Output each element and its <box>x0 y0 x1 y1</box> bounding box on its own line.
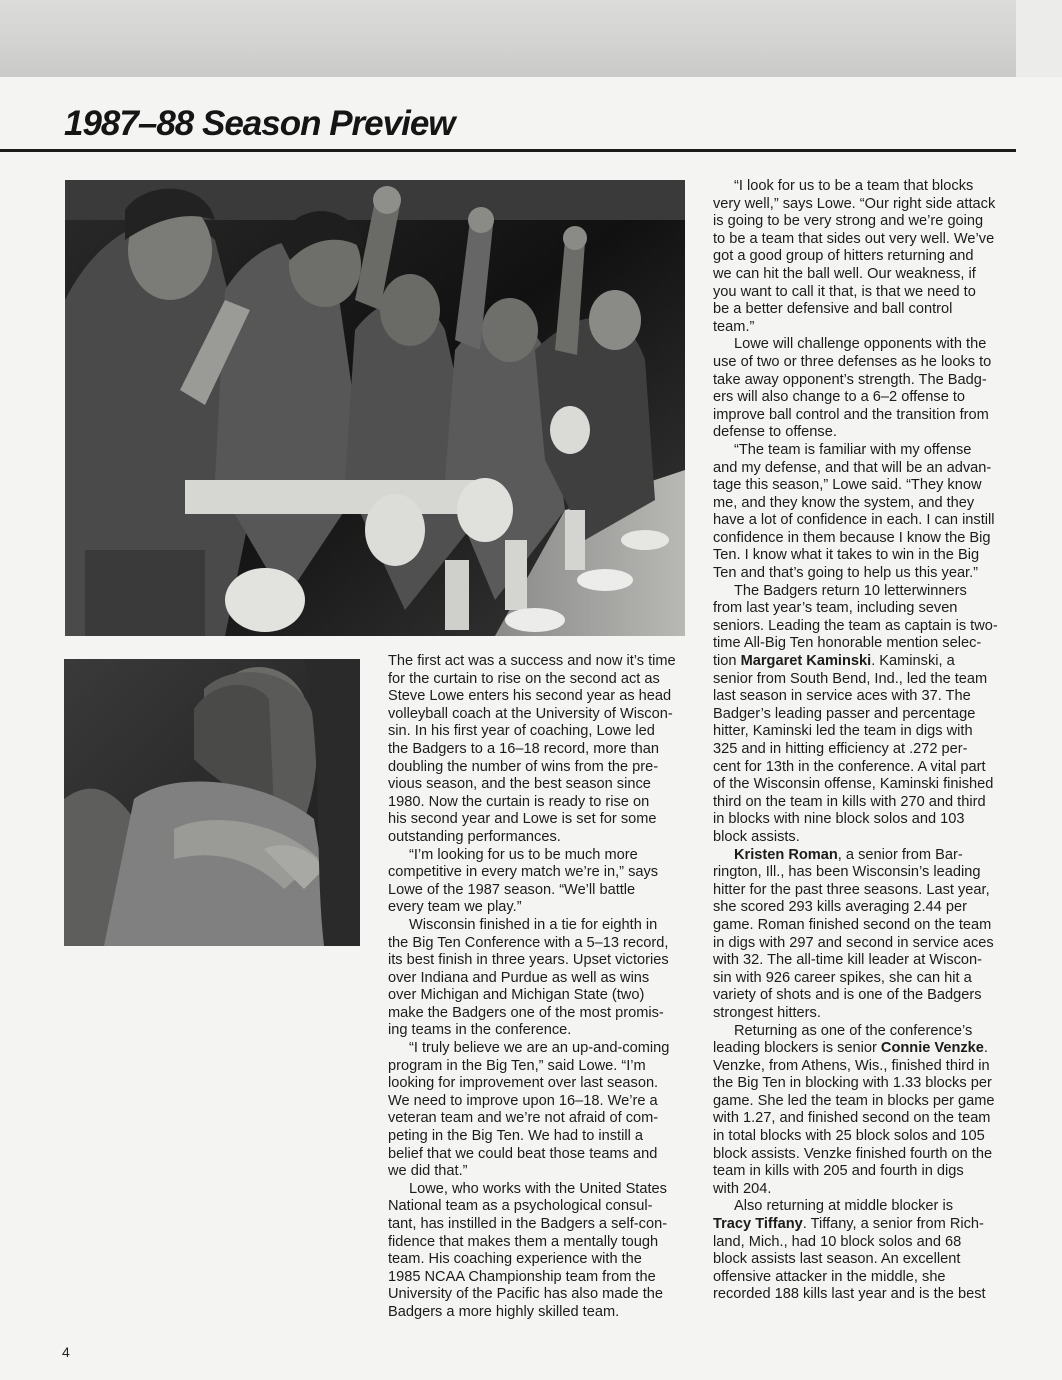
text-line <box>713 794 1013 812</box>
text-run: got a good group of hitters returning and <box>713 248 974 265</box>
text-run: improve ball control and the transition from <box>713 406 989 423</box>
text-run: program in the Big Ten,” said Lowe. “I’m <box>388 1057 646 1074</box>
text-line <box>713 196 1013 214</box>
text-line <box>388 829 690 847</box>
text-run: be a better defensive and ball control <box>713 301 953 318</box>
text-run: defense to offense. <box>713 424 837 441</box>
text-run: , a senior from Bar- <box>837 846 963 863</box>
text-run: use of two or three defenses as he looks to <box>713 353 992 370</box>
text-run: 1980. Now the curtain is ready to rise on <box>388 793 650 810</box>
text-line <box>713 1040 1013 1058</box>
text-line <box>713 495 1013 513</box>
text-line <box>713 688 1013 706</box>
text-run: leading blockers is senior <box>713 1040 881 1057</box>
text-run: sin with 926 career spikes, she can hit a <box>713 969 972 986</box>
text-line <box>388 759 690 777</box>
text-line <box>713 741 1013 759</box>
text-run: take away opponent’s strength. The Badg- <box>713 371 987 388</box>
text-line <box>388 1005 690 1023</box>
text-run: competitive in every match we’re in,” says <box>388 864 659 881</box>
text-run: 1985 NCAA Championship team from the <box>388 1268 656 1285</box>
text-run: his second year and Lowe is set for some <box>388 811 657 828</box>
text-run: Lowe, who works with the United States <box>409 1180 667 1197</box>
text-line <box>713 1075 1013 1093</box>
text-run: in digs with 297 and second in service aces <box>713 934 994 951</box>
text-run: from last year’s team, including seven <box>713 600 958 617</box>
text-run: ing teams in the conference. <box>388 1022 572 1039</box>
text-line <box>388 1128 690 1146</box>
text-run: We need to improve upon 16–18. We’re a <box>388 1092 658 1109</box>
text-line <box>388 723 690 741</box>
text-line <box>713 460 1013 478</box>
text-line <box>388 1286 690 1304</box>
text-run: recorded 188 kills last year and is the best <box>713 1286 986 1303</box>
text-line <box>713 1286 1013 1304</box>
text-run: very well,” says Lowe. “Our right side attack <box>713 195 996 212</box>
text-line <box>713 231 1013 249</box>
text-run: Venzke, from Athens, Wis., finished third in <box>713 1057 990 1074</box>
text-line <box>713 970 1013 988</box>
text-run: to be a team that sides out very well. We’ve <box>713 230 995 247</box>
text-line <box>713 1058 1013 1076</box>
text-run: Ten and that’s going to help us this year.” <box>713 565 979 582</box>
text-line <box>713 847 1013 865</box>
text-run: offensive attacker in the middle, she <box>713 1268 946 1285</box>
text-run: confidence in them because I know the Big <box>713 529 991 546</box>
text-line <box>713 424 1013 442</box>
text-run: 325 and in hitting efficiency at .272 per- <box>713 741 968 757</box>
text-run: the Badgers to a 16–18 record, more than <box>388 740 659 757</box>
text-run: ers will also change to a 6–2 offense to <box>713 389 966 406</box>
text-line <box>713 1181 1013 1199</box>
text-line <box>713 635 1013 653</box>
text-run: volleyball coach at the University of Wiscon- <box>388 705 673 722</box>
text-line <box>388 1110 690 1128</box>
text-line <box>388 899 690 917</box>
text-line <box>388 1216 690 1234</box>
text-line <box>713 829 1013 847</box>
player-name: Tracy Tiffany <box>713 1216 803 1233</box>
text-run: outstanding performances. <box>388 828 561 845</box>
text-line <box>713 530 1013 548</box>
player-name: Kristen Roman <box>734 846 838 863</box>
text-line <box>713 319 1013 337</box>
text-run: belief that we could beat those teams and <box>388 1145 658 1162</box>
text-line <box>388 741 690 759</box>
text-run: in total blocks with 25 block solos and 105 <box>713 1128 985 1145</box>
text-run: peting in the Big Ten. We had to instill a <box>388 1128 644 1145</box>
text-line <box>388 794 690 812</box>
text-run: Badgers a more highly skilled team. <box>388 1303 620 1320</box>
text-run: Lowe of the 1987 season. “We’ll battle <box>388 881 636 898</box>
top-scan-strip <box>0 0 1016 77</box>
text-line <box>713 1216 1013 1234</box>
text-run: hitter for the past three seasons. Last year, <box>713 881 990 898</box>
text-run: . Kaminski, a <box>871 653 955 670</box>
text-line <box>388 1058 690 1076</box>
text-run: of the Wisconsin offense, Kaminski finished <box>713 776 994 793</box>
text-run: looking for improvement over last season. <box>388 1075 659 1092</box>
text-line <box>713 1163 1013 1181</box>
text-line <box>713 706 1013 724</box>
text-line <box>388 917 690 935</box>
text-line <box>388 1269 690 1287</box>
text-line <box>388 706 690 724</box>
text-line <box>388 1093 690 1111</box>
text-line <box>713 1128 1013 1146</box>
text-run: team in kills with 205 and fourth in digs <box>713 1163 964 1180</box>
text-run: time All-Big Ten honorable mention selec- <box>713 635 982 652</box>
text-run: Steve Lowe enters his second year as head <box>388 688 672 705</box>
text-line <box>713 547 1013 565</box>
text-line <box>713 284 1013 302</box>
text-run: with 204. <box>713 1180 772 1197</box>
text-run: National team as a psychological consul- <box>388 1198 653 1215</box>
players-embrace-image <box>64 659 360 946</box>
text-run: third on the team in kills with 270 and third <box>713 793 986 810</box>
text-line <box>388 970 690 988</box>
text-run: team. His coaching experience with the <box>388 1251 642 1268</box>
text-line <box>713 565 1013 583</box>
text-run: veteran team and we’re not afraid of com- <box>388 1110 659 1127</box>
article-column-middle <box>388 653 690 1322</box>
text-line <box>388 935 690 953</box>
text-run: Wisconsin finished in a tie for eighth in <box>409 916 658 933</box>
text-run: variety of shots and is one of the Badgers <box>713 987 982 1004</box>
text-run: with 1.27, and finished second on the team <box>713 1110 991 1127</box>
text-line <box>388 1251 690 1269</box>
text-run: you want to call it that, is that we need to <box>713 283 976 300</box>
text-line <box>713 776 1013 794</box>
text-line <box>713 442 1013 460</box>
text-run: block assists last season. An excellent <box>713 1251 961 1268</box>
text-line <box>713 618 1013 636</box>
player-name: Connie Venzke <box>880 1040 984 1057</box>
text-run: strongest hitters. <box>713 1004 821 1021</box>
text-run: “The team is familiar with my offense <box>734 441 972 458</box>
text-line <box>713 899 1013 917</box>
text-line <box>388 882 690 900</box>
text-line <box>713 935 1013 953</box>
text-run: over Indiana and Purdue as well as wins <box>388 969 650 986</box>
text-line <box>388 864 690 882</box>
text-line <box>713 600 1013 618</box>
text-run: rington, Ill., has been Wisconsin’s leading <box>713 864 981 881</box>
text-line <box>388 776 690 794</box>
text-line <box>713 477 1013 495</box>
text-line <box>713 372 1013 390</box>
text-run: the Big Ten in blocking with 1.33 blocks per <box>713 1075 992 1092</box>
text-run: me, and they know the system, and they <box>713 494 975 511</box>
text-run: . <box>983 1040 988 1057</box>
text-run: sin. In his first year of coaching, Lowe led <box>388 723 655 740</box>
text-line <box>388 688 690 706</box>
text-run: Ten. I know what it takes to win in the Big <box>713 547 980 564</box>
text-line <box>713 917 1013 935</box>
text-line <box>713 266 1013 284</box>
bench-cheering-image <box>65 180 685 636</box>
text-line <box>713 1234 1013 1252</box>
text-run: over Michigan and Michigan State (two) <box>388 987 645 1004</box>
text-run: . Tiffany, a senior from Rich- <box>802 1216 984 1233</box>
article-column-right <box>713 178 1013 1304</box>
text-run: fidence that makes them a mentally tough <box>388 1233 659 1250</box>
text-line <box>713 1146 1013 1164</box>
page-title: 1987–88 Season Preview <box>64 104 455 143</box>
text-line <box>388 811 690 829</box>
text-line <box>388 1198 690 1216</box>
text-line <box>713 952 1013 970</box>
text-run: Also returning at middle blocker is <box>734 1198 954 1215</box>
players-embrace-photo <box>64 659 360 946</box>
text-line <box>713 407 1013 425</box>
text-run: have a lot of confidence in each. I can instill <box>713 512 995 529</box>
text-run: its best finish in three years. Upset victories <box>388 952 669 969</box>
text-line <box>713 248 1013 266</box>
text-line <box>713 583 1013 601</box>
text-run: game. Roman finished second on the team <box>713 916 992 933</box>
text-run: team.” <box>713 318 755 335</box>
text-line <box>388 1163 690 1181</box>
text-line <box>388 1075 690 1093</box>
title-rule <box>0 149 1016 152</box>
text-run: is going to be very strong and we’re going <box>713 213 984 230</box>
text-run: we can hit the ball well. Our weakness, if <box>713 265 976 282</box>
text-run: for the curtain to rise on the second act as <box>388 670 660 687</box>
text-run: game. She led the team in blocks per game <box>713 1092 995 1109</box>
text-run: block assists. Venzke finished fourth on the <box>713 1145 993 1162</box>
text-line <box>713 1251 1013 1269</box>
text-line <box>713 1269 1013 1287</box>
text-run: land, Mich., had 10 block solos and 68 <box>713 1233 962 1250</box>
text-line <box>388 1040 690 1058</box>
text-line <box>713 1093 1013 1111</box>
text-line <box>713 1110 1013 1128</box>
text-run: vious season, and the best season since <box>388 776 651 793</box>
text-line <box>713 1005 1013 1023</box>
text-line <box>388 1181 690 1199</box>
text-run: seniors. Leading the team as captain is two- <box>713 617 998 634</box>
text-line <box>713 671 1013 689</box>
text-line <box>713 1023 1013 1041</box>
text-line <box>388 952 690 970</box>
text-run: “I look for us to be a team that blocks <box>734 178 974 194</box>
text-line <box>713 336 1013 354</box>
text-line <box>713 389 1013 407</box>
text-line <box>713 1198 1013 1216</box>
text-line <box>388 847 690 865</box>
text-line <box>388 1146 690 1164</box>
text-line <box>388 987 690 1005</box>
text-line <box>713 811 1013 829</box>
text-line <box>713 864 1013 882</box>
text-line <box>713 987 1013 1005</box>
text-run: The Badgers return 10 letterwinners <box>734 582 967 599</box>
text-line <box>713 354 1013 372</box>
bench-cheering-photo <box>65 180 685 636</box>
text-line <box>388 1304 690 1322</box>
text-run: she scored 293 kills averaging 2.44 per <box>713 899 967 916</box>
text-run: Lowe will challenge opponents with the <box>734 336 987 353</box>
text-run: tage this season,” Lowe said. “They know <box>713 477 982 494</box>
text-run: block assists. <box>713 828 800 845</box>
text-run: and my defense, and that will be an advan- <box>713 459 992 476</box>
text-line <box>388 653 690 671</box>
text-run: every team we play.” <box>388 899 522 916</box>
text-line <box>713 723 1013 741</box>
text-run: cent for 13th in the conference. A vital part <box>713 758 986 775</box>
text-run: “I truly believe we are an up-and-coming <box>409 1040 670 1057</box>
text-run: we did that.” <box>388 1163 468 1180</box>
text-run: hitter, Kaminski led the team in digs with <box>713 723 973 740</box>
text-run: make the Badgers one of the most promis- <box>388 1004 664 1021</box>
text-line <box>388 671 690 689</box>
text-run: tant, has instilled in the Badgers a self-con- <box>388 1216 668 1232</box>
text-line <box>388 1234 690 1252</box>
player-name: Margaret Kaminski <box>740 653 872 670</box>
text-line <box>713 301 1013 319</box>
text-run: Badger’s leading passer and percentage <box>713 705 976 722</box>
text-run: tion <box>713 653 741 670</box>
top-scan-edge <box>1016 0 1062 77</box>
text-run: last season in service aces with 37. The <box>713 688 971 705</box>
page-number: 4 <box>62 1344 70 1360</box>
text-line <box>713 759 1013 777</box>
text-run: with 32. The all-time kill leader at Wiscon- <box>713 952 983 969</box>
text-line <box>713 178 1013 196</box>
text-run: the Big Ten Conference with a 5–13 record, <box>388 934 669 951</box>
text-run: The first act was a success and now it’s time <box>388 653 676 669</box>
text-run: University of the Pacific has also made the <box>388 1286 663 1303</box>
text-line <box>713 653 1013 671</box>
text-run: doubling the number of wins from the pre- <box>388 758 659 775</box>
text-run: senior from South Bend, Ind., led the team <box>713 670 988 687</box>
text-line <box>713 213 1013 231</box>
text-line <box>713 512 1013 530</box>
text-line <box>713 882 1013 900</box>
text-run: in blocks with nine block solos and 103 <box>713 811 965 828</box>
text-run: Returning as one of the conference’s <box>734 1022 973 1039</box>
text-run: “I’m looking for us to be much more <box>409 846 638 863</box>
text-line <box>388 1022 690 1040</box>
